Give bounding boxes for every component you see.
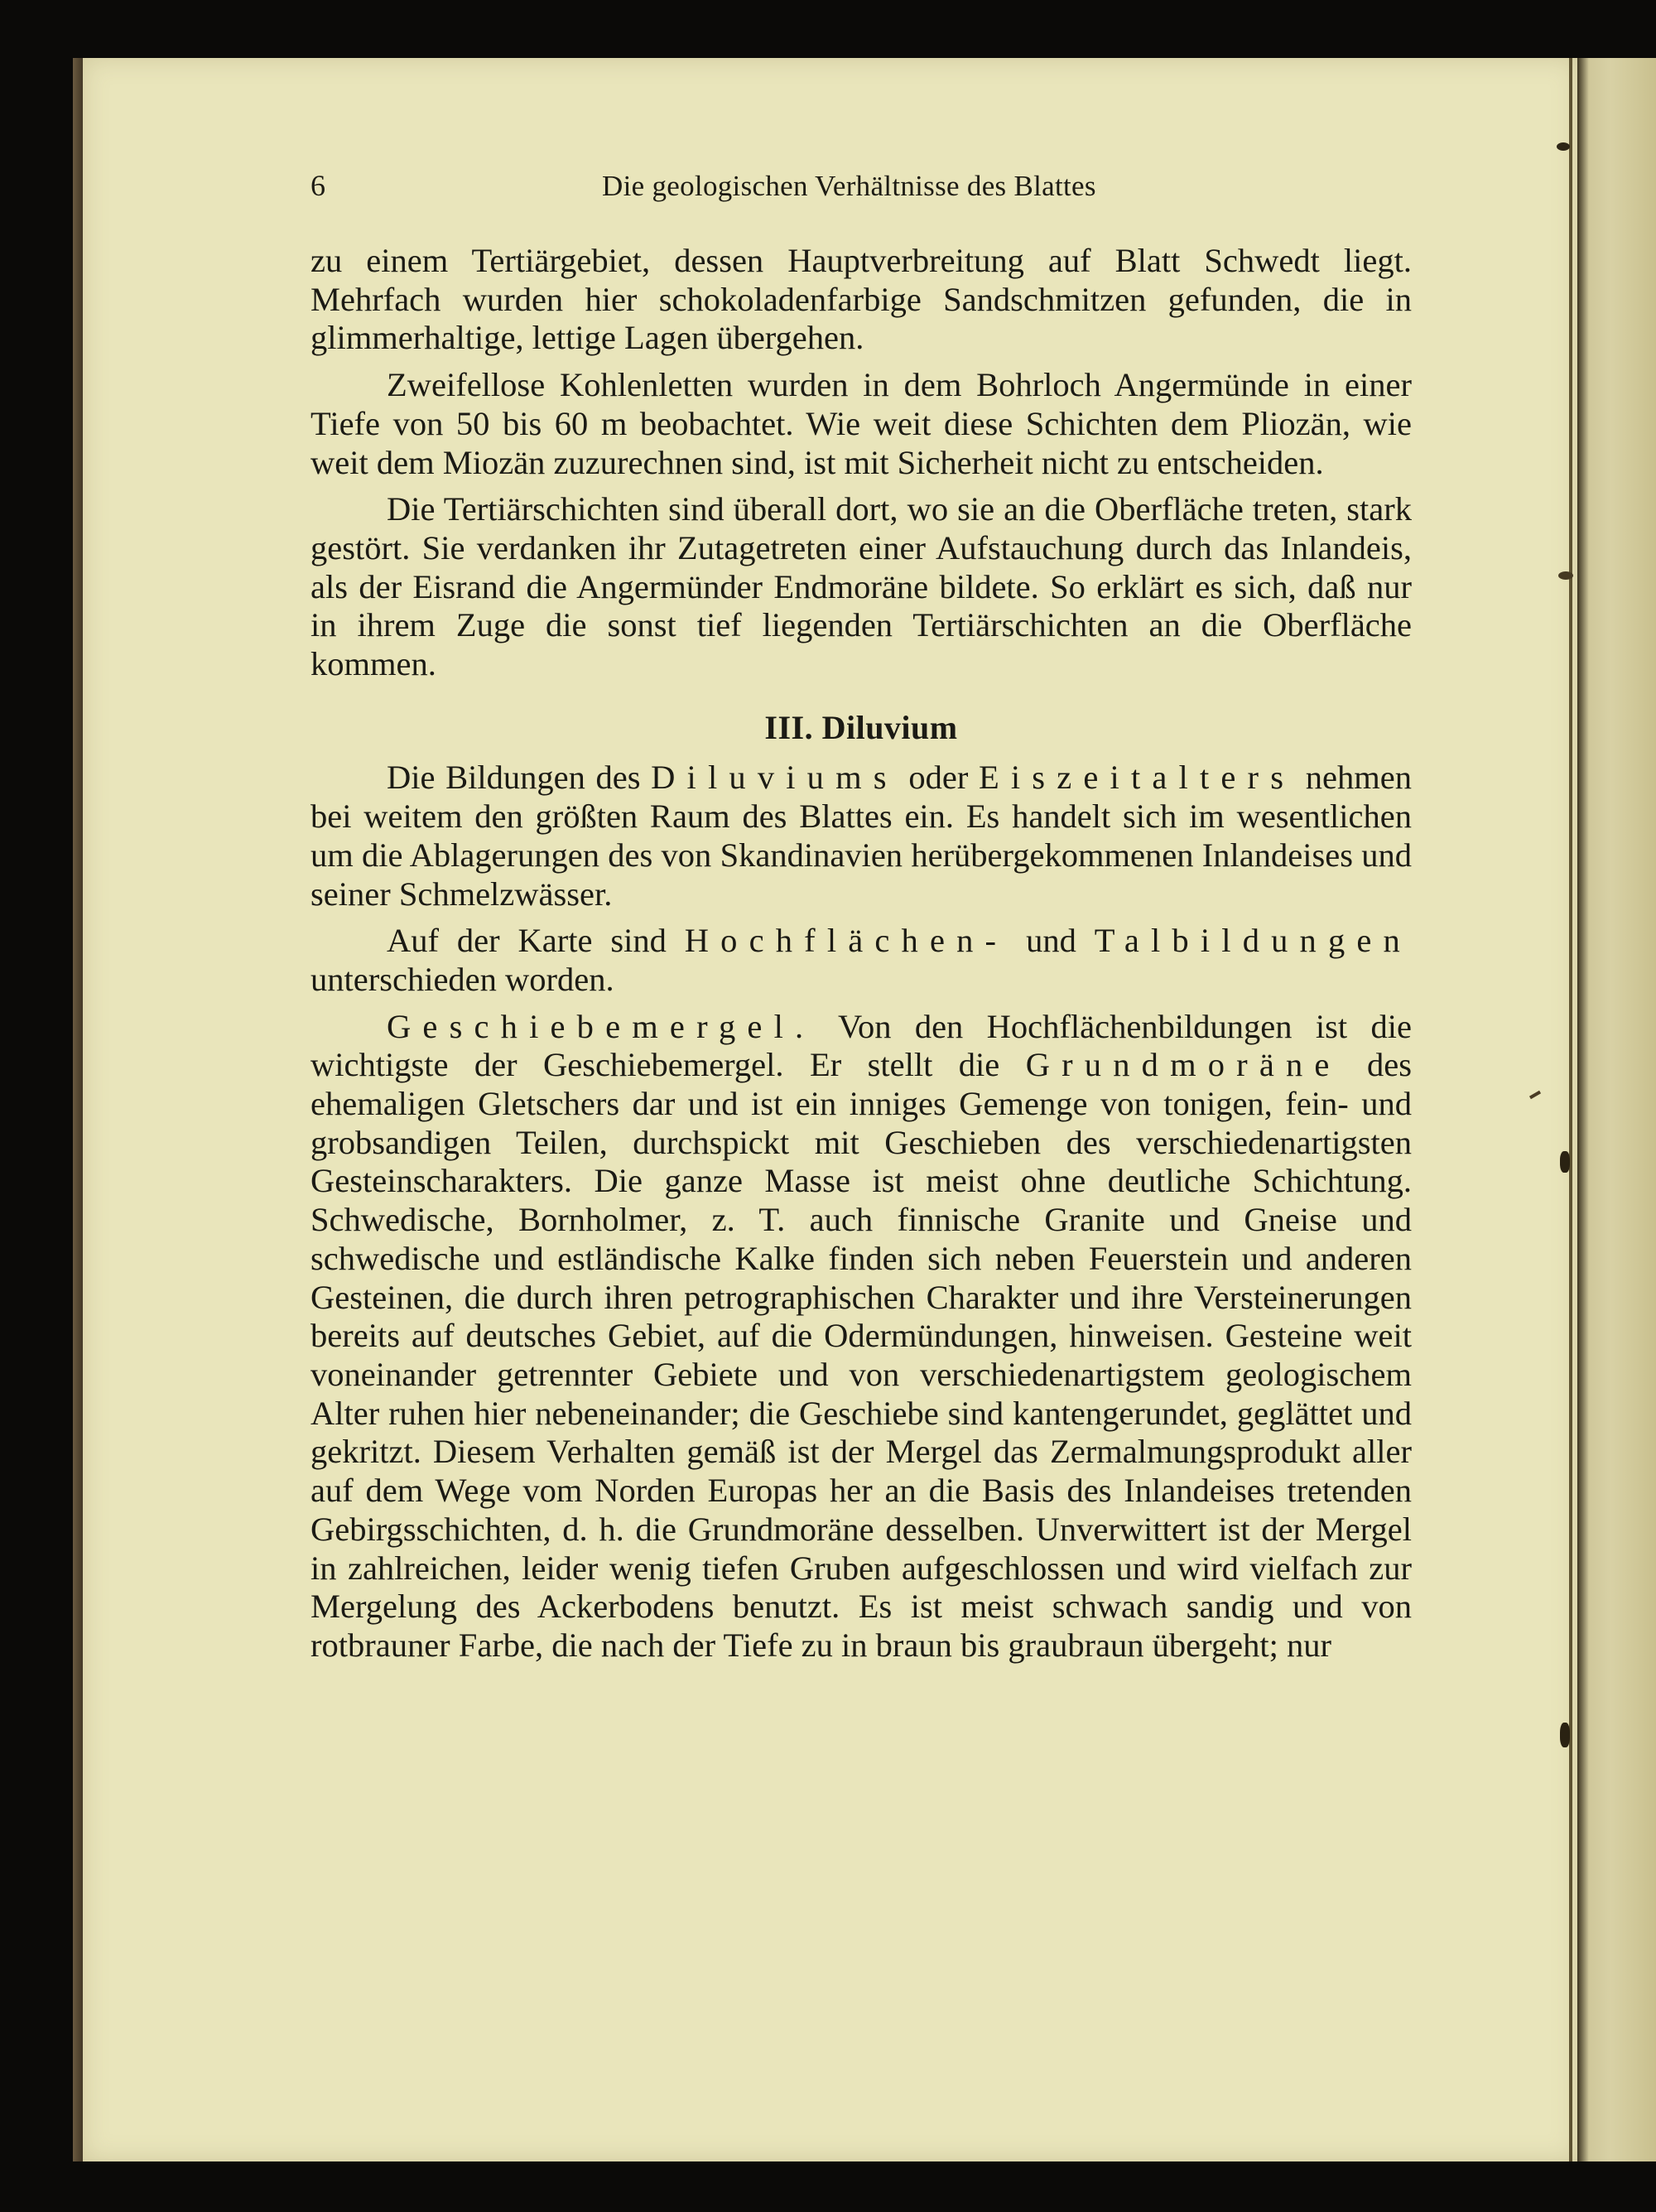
- spaced-term: Eiszeitalters: [978, 759, 1296, 797]
- spaced-term: Grundmoräne: [1025, 1046, 1341, 1084]
- text-run: Die Bildungen des: [387, 759, 652, 797]
- page-header: [310, 168, 1412, 211]
- paragraph: [310, 922, 1412, 999]
- spaced-term: Diluviums: [651, 759, 898, 797]
- spaced-term: Hochflächen-: [684, 922, 1009, 960]
- page-edge-shadow: [1569, 58, 1572, 2161]
- paper-blemish: [1558, 571, 1573, 580]
- paragraph: Die Tertiärschichten sind überall dort, wo sie an die Oberfläche treten, stark gestört. Sie verdanken ihr Zutagetreten einer Aufstauchung durch das Inlandeis, als der Eisrand die Angermünder Endmoräne bildete. So erklärt es sich, daß nur in ihrem Zuge die sonst tief liegenden Tertiärschichten an die Oberfläche kommen.: [310, 490, 1412, 683]
- running-title: Die geologischen Verhältnisse des Blattes: [602, 170, 1096, 202]
- text-run: nehmen bei weitem den größten Raum des Blattes ein. Es handelt sich im wesentlichen um die Ablagerungen des von Skandinavien herübergekommenen Inlandeises und seiner Schmelzwässer.: [310, 759, 1412, 913]
- text-run: oder: [898, 759, 979, 797]
- spaced-term: Geschiebemergel.: [387, 1007, 816, 1045]
- text-run: und: [1008, 922, 1095, 960]
- facing-page-edge: [1577, 58, 1656, 2161]
- paper-blemish: [1557, 142, 1570, 151]
- section-heading: III. Diluvium: [764, 708, 958, 746]
- binding-thread: [1560, 1723, 1570, 1747]
- text-run: unterschieden worden.: [310, 960, 614, 998]
- text-run: Auf der Karte sind: [387, 922, 685, 960]
- paragraph: [310, 1008, 1412, 1665]
- binding-thread: [1560, 1151, 1570, 1173]
- paragraph: Zweifellose Kohlenletten wurden in dem Bohrloch Angermünde in einer Tiefe von 50 bis 60 m beobachtet. Wie weit diese Schichten dem Pliozän, wie weit dem Miozän zuzurechnen sind, ist mit Sicherheit nicht zu entscheiden.: [310, 366, 1412, 481]
- text-run: Von den Hochflächenbildungen ist die wichtigste der Geschiebemergel. Er stellt die: [310, 1007, 1412, 1084]
- text-run: des ehemaligen Gletschers dar und ist ein inniges Gemenge von tonigen, fein- und grobsandigen Teilen, durchspickt mit Geschieben des verschiedenartigsten Gesteinscharakters. Die ganze Masse ist meist ohne deutliche Schichtung. Schwedische, Bornholmer, z. T. auch finnische Granite und Gneise und schwedische und estländische Kalke finden sich neben Feuerstein und anderen Gesteinen, die durch ihren petrographischen Charakter und ihre Versteinerungen bereits auf deutsches Gebiet, auf die Odermündungen, hinweisen. Gesteine weit voneinander getrennter Gebiete und von verschiedenartigstem geologischem Alter ruhen hier nebeneinander; die Geschiebe sind kantengerundet, geglättet und gekritzt. Diesem Verhalten gemäß ist der Mergel das Zermalmungsprodukt aller auf dem Wege vom Norden Europas her an die Basis des Inlandeises tretenden Gebirgsschichten, d. h. die Grundmoräne desselben. Unverwittert ist der Mergel in zahlreichen, leider wenig tiefen Gruben aufgeschlossen und wird vielfach zur Mergelung des Ackerbodens benutzt. Es ist meist schwach sandig und von rotbrauner Farbe, die nach der Tiefe zu in braun bis graubraun übergeht; nur: [310, 1046, 1412, 1664]
- body-text: [310, 242, 1412, 1674]
- paragraph: zu einem Tertiärgebiet, dessen Hauptverbreitung auf Blatt Schwedt liegt. Mehrfach wurden hier schokoladenfarbige Sandschmitzen gefunden, die in glimmerhaltige, lettige Lagen übergehen.: [310, 242, 1412, 357]
- page-number: 6: [310, 169, 325, 202]
- paragraph: [310, 759, 1412, 913]
- spaced-term: Talbildungen: [1094, 922, 1412, 960]
